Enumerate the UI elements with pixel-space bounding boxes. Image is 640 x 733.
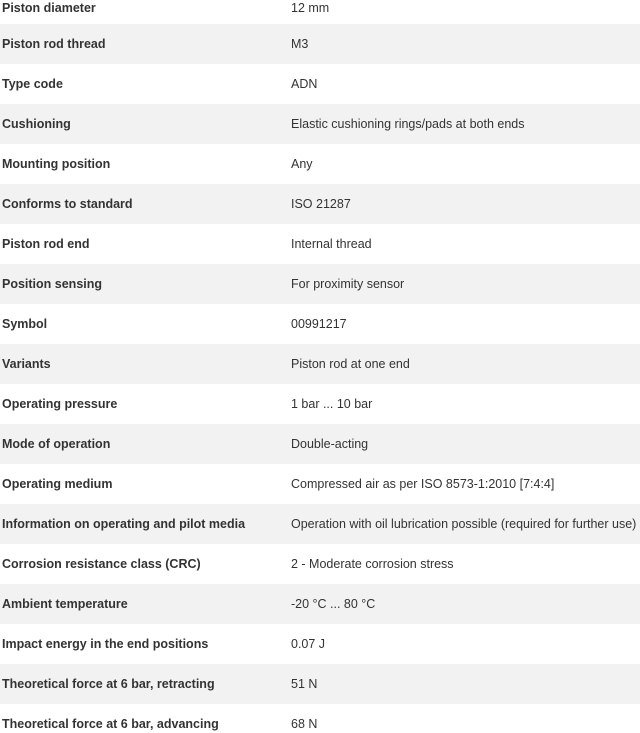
table-row	[0, 504, 640, 544]
spec-label: Mode of operation	[2, 437, 111, 451]
spec-label: Symbol	[2, 317, 48, 331]
spec-label: Impact energy in the end positions	[2, 637, 209, 651]
table-row	[0, 624, 640, 664]
table-row	[0, 184, 640, 224]
spec-value: 12 mm	[291, 1, 330, 15]
table-row	[0, 544, 640, 584]
table-row	[0, 664, 640, 704]
spec-label: Piston rod end	[2, 237, 90, 251]
spec-label: Type code	[2, 77, 63, 91]
table-row	[0, 464, 640, 504]
spec-value: Compressed air as per ISO 8573-1:2010 [7:4:4]	[291, 477, 555, 491]
spec-value: 2 - Moderate corrosion stress	[291, 557, 454, 571]
spec-label: Operating medium	[2, 477, 113, 491]
spec-value: M3	[291, 37, 309, 51]
spec-value: 68 N	[291, 717, 318, 731]
spec-value: Double-acting	[291, 437, 369, 451]
spec-label: Ambient temperature	[2, 597, 128, 611]
spec-value: 0.07 J	[291, 637, 326, 651]
spec-value: Piston rod at one end	[291, 357, 410, 371]
table-row	[0, 704, 640, 733]
spec-label: Cushioning	[2, 117, 71, 131]
spec-label: Position sensing	[2, 277, 103, 291]
spec-label: Information on operating and pilot media	[2, 517, 246, 531]
table-row	[0, 224, 640, 264]
spec-value: 00991217	[291, 317, 347, 331]
table-row	[0, 304, 640, 344]
spec-value: -20 °C ... 80 °C	[291, 597, 376, 611]
table-row	[0, 384, 640, 424]
spec-label: Variants	[2, 357, 51, 371]
spec-label: Theoretical force at 6 bar, advancing	[2, 717, 219, 731]
spec-value: For proximity sensor	[291, 277, 405, 291]
table-row	[0, 264, 640, 304]
table-row	[0, 344, 640, 384]
spec-value: 51 N	[291, 677, 318, 691]
table-row	[0, 584, 640, 624]
spec-label: Piston rod thread	[2, 37, 106, 51]
spec-label: Corrosion resistance class (CRC)	[2, 557, 201, 571]
table-row	[0, 144, 640, 184]
table-row	[0, 0, 640, 24]
spec-label: Mounting position	[2, 157, 111, 171]
spec-value: ADN	[291, 77, 318, 91]
spec-value: 1 bar ... 10 bar	[291, 397, 373, 411]
table-row	[0, 104, 640, 144]
spec-value: Elastic cushioning rings/pads at both ends	[291, 117, 525, 131]
table-row	[0, 64, 640, 104]
spec-label: Piston diameter	[2, 1, 96, 15]
spec-value: ISO 21287	[291, 197, 351, 211]
spec-label: Conforms to standard	[2, 197, 133, 211]
spec-value: Operation with oil lubrication possible (required for further use)	[291, 517, 637, 531]
spec-label: Theoretical force at 6 bar, retracting	[2, 677, 215, 691]
table-row	[0, 424, 640, 464]
spec-label: Operating pressure	[2, 397, 118, 411]
spec-value: Internal thread	[291, 237, 372, 251]
table-row	[0, 24, 640, 64]
spec-value: Any	[291, 157, 313, 171]
